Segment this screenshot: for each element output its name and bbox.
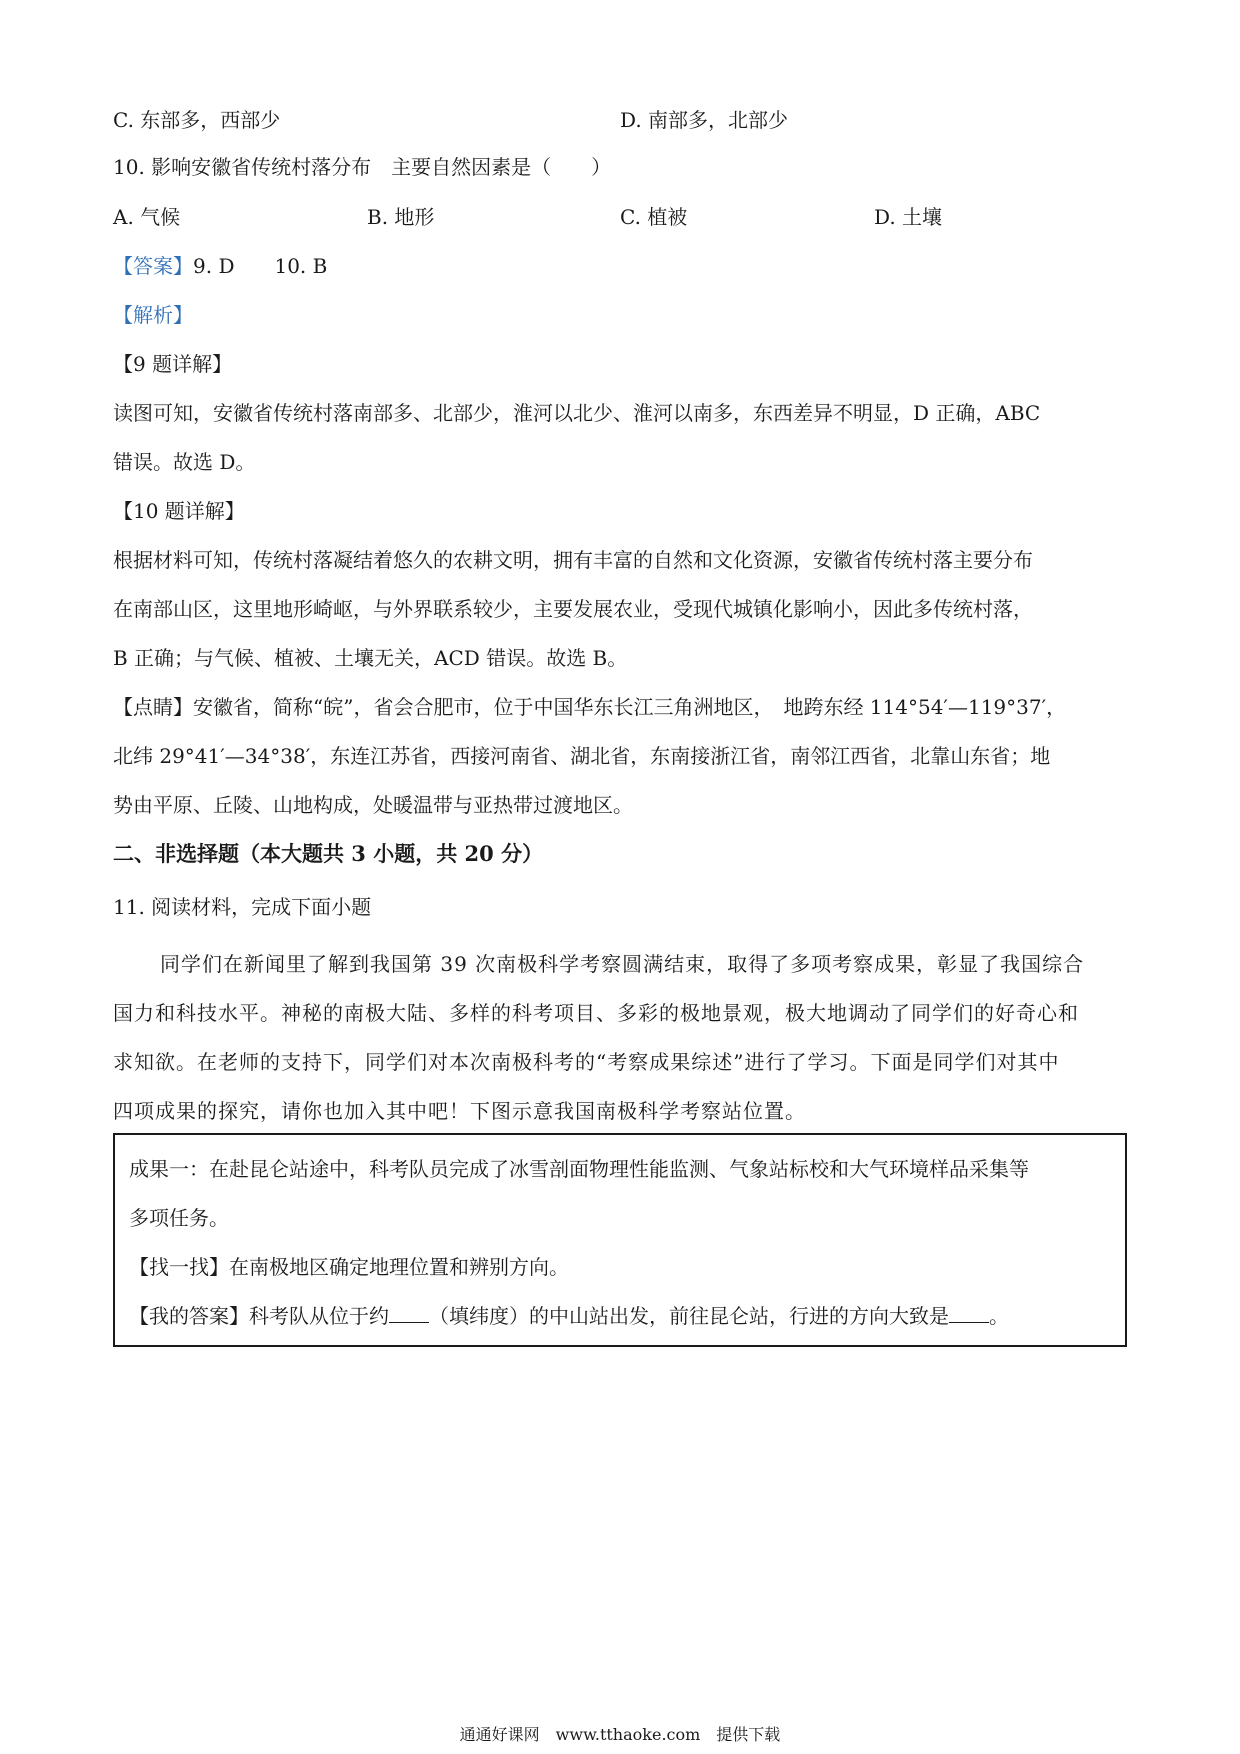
answer-prefix: 【我的答案】科考队从位于约 xyxy=(129,1304,389,1328)
q11-material-line: 求知欲。在老师的支持下，同学们对本次南极科考的“考察成果综述”进行了学习。下面是同学们对其中 xyxy=(113,1050,1060,1074)
q11-material-line: 四项成果的探究，请你也加入其中吧！下图示意我国南极科学考察站位置。 xyxy=(113,1099,806,1123)
q9-option-d: D. 南部多，北部少 xyxy=(620,108,789,132)
result-box xyxy=(113,1133,1127,1347)
result1-line: 成果一：在赴昆仑站途中，科考队员完成了冰雪剖面物理性能监测、气象站标校和大气环境样品采集等 xyxy=(129,1157,1029,1181)
answer-mid: （填纬度）的中山站出发，前往昆仑站，行进的方向大致是 xyxy=(429,1304,949,1328)
footer-credit: 通通好课网 www.tthaoke.com 提供下载 xyxy=(459,1725,781,1744)
q9-option-c: C. 东部多，西部少 xyxy=(113,108,281,132)
q10-stem: 10. 影响安徽省传统村落分布 主要自然因素是（ ） xyxy=(113,155,612,179)
point-line: 【点睛】安徽省，简称“皖”，省会合肥市，位于中国华东长江三角洲地区， 地跨东经 114°54′—119°37′， xyxy=(113,695,1067,719)
q10-detail-line: 在南部山区，这里地形崎岖，与外界联系较少，主要发展农业，受现代城镇化影响小，因此多传统村落， xyxy=(113,597,1033,621)
latitude-blank[interactable] xyxy=(389,1304,429,1323)
q9-detail-heading: 【9 题详解】 xyxy=(113,352,233,376)
answer-end: 。 xyxy=(989,1304,1009,1328)
find-task: 【找一找】在南极地区确定地理位置和辨别方向。 xyxy=(129,1255,569,1279)
answer-label: 【答案】 xyxy=(113,254,193,278)
section-heading: 二、非选择题（本大题共 3 小题，共 20 分） xyxy=(113,841,544,866)
point-line: 北纬 29°41′—34°38′，东连江苏省，西接河南省、湖北省，东南接浙江省，南邻江西省，北靠山东省；地 xyxy=(113,744,1051,768)
q10-detail-line: B 正确；与气候、植被、土壤无关，ACD 错误。故选 B。 xyxy=(113,646,628,670)
answer-line xyxy=(113,252,327,280)
q10-option-c: C. 植被 xyxy=(620,205,688,229)
q11-stem: 11. 阅读材料，完成下面小题 xyxy=(113,895,372,919)
point-line: 势由平原、丘陵、山地构成，处暖温带与亚热带过渡地区。 xyxy=(113,793,633,817)
q10-detail-heading: 【10 题详解】 xyxy=(113,499,245,523)
direction-blank[interactable] xyxy=(949,1304,989,1323)
q9-detail-line: 错误。故选 D。 xyxy=(113,450,256,474)
q9-detail-line: 读图可知，安徽省传统村落南部多、北部少，淮河以北少、淮河以南多，东西差异不明显，D 正确，ABC xyxy=(113,401,1041,425)
q10-option-d: D. 土壤 xyxy=(874,205,943,229)
q10-option-b: B. 地形 xyxy=(367,205,435,229)
q10-detail-line: 根据材料可知，传统村落凝结着悠久的农耕文明，拥有丰富的自然和文化资源，安徽省传统村落主要分布 xyxy=(113,548,1033,572)
my-answer-line xyxy=(129,1302,1009,1330)
result1-line: 多项任务。 xyxy=(129,1206,229,1230)
q10-option-a: A. 气候 xyxy=(113,205,181,229)
q11-material-line: 同学们在新闻里了解到我国第 39 次南极科学考察圆满结束，取得了多项考察成果，彰显了我国综合 xyxy=(160,952,1085,976)
q11-material-line: 国力和科技水平。神秘的南极大陆、多样的科考项目、多彩的极地景观，极大地调动了同学们的好奇心和 xyxy=(113,1001,1079,1025)
analysis-label: 【解析】 xyxy=(113,303,193,327)
answer-text: 9. D 10. B xyxy=(193,254,328,278)
